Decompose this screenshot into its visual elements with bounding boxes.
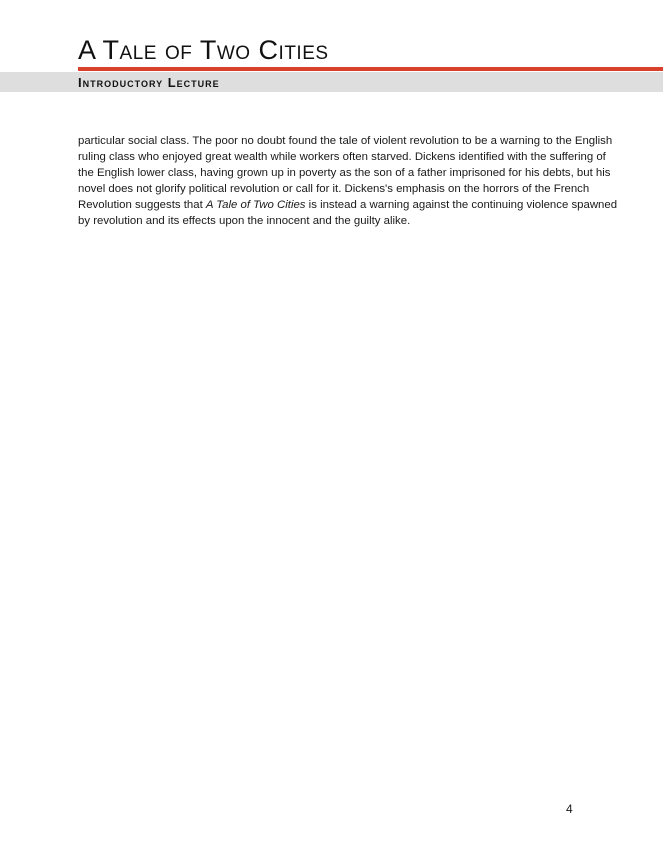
page-subtitle: Introductory Lecture bbox=[78, 75, 220, 90]
page-title: A Tale of Two Cities bbox=[78, 35, 329, 65]
header-accent-rule bbox=[78, 67, 663, 71]
page-number: 4 bbox=[566, 802, 573, 816]
body-text-part-1: particular social class. The poor no doubt found the tale of violent revolution to be a warning to the English ruling class who enjoyed great wealth while workers often starved. Dickens identified with the suffering of the English lower class, having grown up in poverty as the son of a father imprisoned for his debts, but his novel does not glorify political revolution or call for it. Dickens's emphasis on the horrors of the French Revolution suggests that bbox=[78, 135, 613, 211]
body-paragraph bbox=[78, 133, 618, 229]
book-title-italic: A Tale of Two Cities bbox=[205, 199, 306, 211]
body-text-part-2: is instead a warning against the continuing violence spawned by revolution and its effects upon the innocent and the guilty alike. bbox=[78, 199, 618, 227]
